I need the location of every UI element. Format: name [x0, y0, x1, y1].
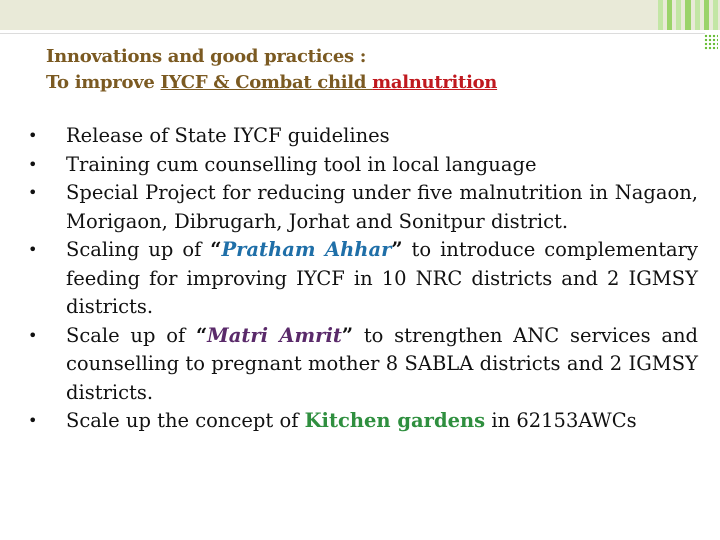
title-highlight: malnutrition — [372, 72, 498, 93]
slide-title — [46, 44, 497, 96]
decorative-dots — [704, 34, 718, 50]
quote-open: “ — [210, 238, 222, 261]
title-line-2 — [46, 70, 497, 96]
bullet-text: Special Project for reducing under five malnutrition in Nagaon, Morigaon, Dibrugarh, Jorhat and Sonitpur district. — [66, 181, 698, 233]
bullet-pre: Scale up of — [66, 323, 196, 347]
quote-close: ” — [391, 238, 403, 261]
program-name: Pratham Ahhar — [221, 238, 392, 261]
title-underlined: IYCF & Combat child — [160, 72, 373, 93]
list-item — [28, 179, 698, 236]
bullet-icon: • — [28, 154, 38, 174]
bullet-post: to strengthen ANC services and counselling to pregnant mother 8 SABLA districts and 2 IGMSY districts. — [66, 323, 698, 404]
top-banner — [0, 0, 720, 30]
bullet-icon: • — [28, 183, 38, 202]
quote-close: ” — [341, 323, 354, 347]
bullet-icon: • — [28, 126, 38, 145]
list-item — [28, 407, 698, 436]
bullet-icon: • — [28, 240, 38, 259]
bullet-text: Release of State IYCF guidelines — [66, 124, 390, 147]
bullet-text: Training cum counselling tool in local language — [66, 152, 537, 176]
bullet-pre: Scaling up of — [66, 238, 211, 261]
bullet-post: to introduce complementary feeding for improving IYCF in 10 NRC districts and 2 IGMSY districts. — [66, 238, 699, 318]
title-line-1: Innovations and good practices : — [46, 46, 367, 67]
list-item — [28, 151, 698, 180]
list-item — [28, 236, 698, 322]
bullet-post: in 62153AWCs — [485, 409, 637, 432]
list-item — [28, 322, 698, 408]
bullet-list — [28, 122, 698, 436]
highlight-term: Kitchen gardens — [304, 409, 486, 432]
decorative-stripes — [658, 0, 720, 30]
divider — [0, 33, 705, 34]
bullet-icon: • — [28, 411, 38, 430]
quote-open: “ — [195, 323, 208, 347]
list-item — [28, 122, 698, 151]
bullet-pre: Scale up the concept of — [66, 409, 305, 432]
title-prefix: To improve — [46, 72, 161, 93]
program-name: Matri Amrit — [207, 323, 342, 347]
bullet-icon: • — [28, 325, 38, 345]
